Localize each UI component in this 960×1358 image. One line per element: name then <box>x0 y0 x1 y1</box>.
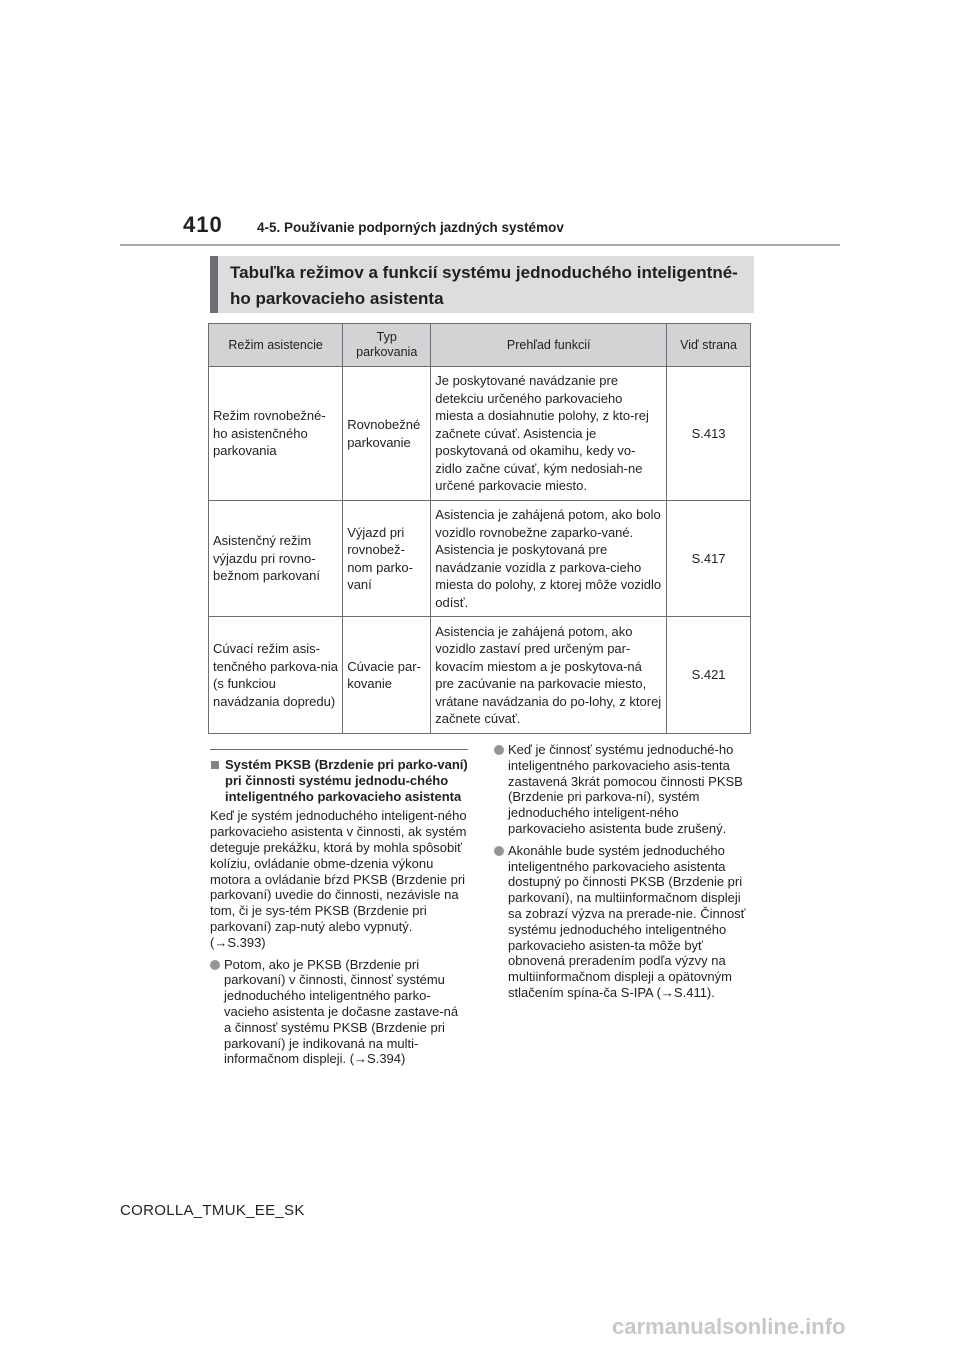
document-footer: COROLLA_TMUK_EE_SK <box>120 1202 305 1219</box>
circle-bullet-icon <box>494 745 504 755</box>
cell-type: Rovnobežné parkovanie <box>343 367 431 501</box>
table-row <box>209 617 751 734</box>
cell-mode: Režim rovnobežné-ho asistenčného parkovania <box>209 367 343 501</box>
list-item <box>494 742 752 837</box>
header-divider <box>120 244 840 246</box>
cell-summary: Asistencia je zahájená potom, ako bolo vozidlo rovnobežne zaparko-vané. Asistencia je poskytovaná pre navádzanie vozidla z parkova-cieho miesta do polohy, z ktorej môže vozidlo odísť. <box>431 501 667 617</box>
pksb-subheading <box>210 757 468 804</box>
list-item <box>494 843 752 1001</box>
cell-mode: Cúvací režim asis-tenčného parkova-nia (s funkciou navádzania dopredu) <box>209 617 343 734</box>
cell-mode: Asistenčný režim výjazdu pri rovno-bežnom parkovaní <box>209 501 343 617</box>
table-header-row <box>209 324 751 367</box>
cell-type: Výjazd pri rovnobež-nom parko-vaní <box>343 501 431 617</box>
circle-bullet-icon <box>494 846 504 856</box>
watermark: carmanualsonline.info <box>612 1314 846 1339</box>
right-column <box>494 742 752 1001</box>
table-row <box>209 367 751 501</box>
cell-page: S.417 <box>667 501 751 617</box>
modes-table <box>208 323 751 734</box>
cell-summary: Asistencia je zahájená potom, ako vozidlo zastaví pred určeným par-kovacím miestom a je poskytova-ná pre zacúvanie na parkovacie miesto, vrátane navádzania do po-lohy, z ktorej začnete cúvať. <box>431 617 667 734</box>
page-number: 410 <box>183 212 223 237</box>
pksb-subheading-text: Systém PKSB (Brzdenie pri parko-vaní) pri činnosti systému jednodu-chého inteligentného parkovacieho asistenta <box>225 757 468 804</box>
header-type: Typ parkovania <box>343 324 431 367</box>
pksb-paragraph: Keď je systém jednoduchého inteligent-ného parkovacieho asistenta v činnosti, ak systém deteguje prekážku, ktorá by mohla spôsobiť kolíziu, ovládanie obme-dzenia výkonu motora a ovládanie bŕzd PKSB (Brzdenie pri parkovaní) uvedie do činnosti, nezávisle na tom, či je sys-tém PKSB (Brzdenie pri parkovaní) zap-nutý alebo vypnutý. (→S.393) <box>210 808 467 950</box>
cell-page: S.421 <box>667 617 751 734</box>
square-bullet-icon <box>211 761 219 769</box>
header-page: Viď strana <box>667 324 751 367</box>
header-mode: Režim asistencie <box>209 324 343 367</box>
left-column <box>210 757 468 1067</box>
cell-page: S.413 <box>667 367 751 501</box>
table-heading: Tabuľka režimov a funkcií systému jednoduchého inteligentné-ho parkovacieho asistenta <box>210 256 754 313</box>
list-item-text: Keď je činnosť systému jednoduché-ho inteligentného parkovacieho asis-tenta zastavená 3krát pomocou činnosti PKSB (Brzdenie pri parkova-ní), systém jednoduchého inteligent-ného parkovacieho asistenta bude zrušený. <box>508 742 743 836</box>
section-title: 4-5. Používanie podporných jazdných systémov <box>257 220 564 235</box>
list-item-text: Potom, ako je PKSB (Brzdenie pri parkovaní) v činnosti, činnosť systému jednoduchého inteligentného parko-vacieho asistenta je dočasne zastave-ná a činnosť systému PKSB (Brzdenie pri parkovaní) je indikovaná na multi-informačnom displeji. (→S.394) <box>224 956 459 1067</box>
circle-bullet-icon <box>210 960 220 970</box>
left-column-rule <box>210 749 468 750</box>
cell-summary: Je poskytované navádzanie pre detekciu určeného parkovacieho miesta a dosiahnutie polohy, z kto-rej začnete cúvať. Asistencia je poskytovaná od okamihu, kedy vo-zidlo začne cúvať, kým nedosiah-ne určené parkovacie miesto. <box>431 367 667 501</box>
cell-type: Cúvacie par-kovanie <box>343 617 431 734</box>
list-item-text: Akonáhle bude systém jednoduchého inteligentného parkovacieho asistenta dostupný po činnosti PKSB (Brzdenie pri parkovaní), na multiinformačnom displeji sa zobrazí výzva na prerade-nie. Činnosť systému jednoduchého inteligentného parkovacieho asisten-ta môže byť obnovená preradením podľa výzvy na multiinformačnom displeji a opätovným stlačením spína-ča S-IPA (→S.411). <box>508 842 746 1000</box>
list-item <box>210 957 468 1068</box>
header-summary: Prehľad funkcií <box>431 324 667 367</box>
table-row <box>209 501 751 617</box>
